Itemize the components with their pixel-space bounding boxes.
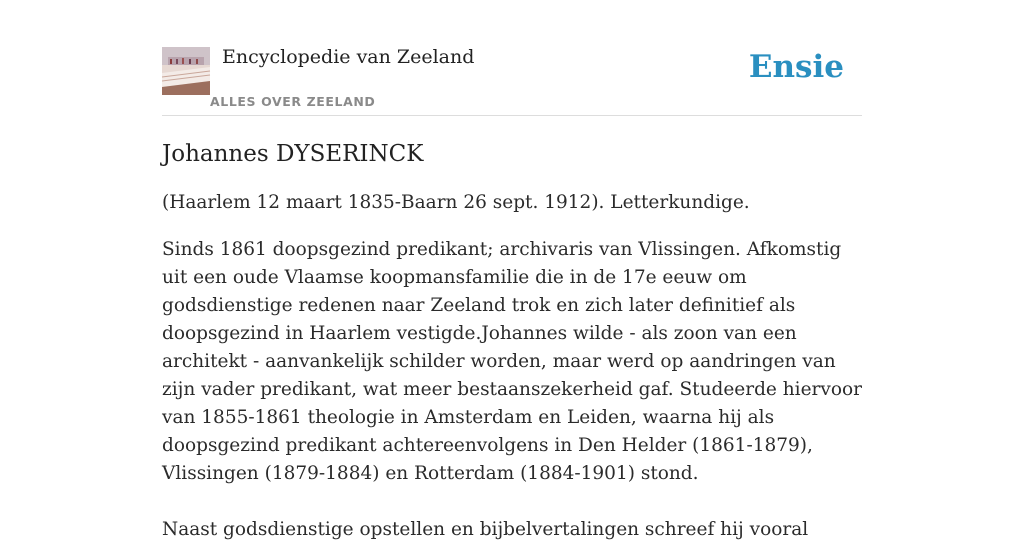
site-header bbox=[162, 44, 862, 116]
site-tagline: ALLES OVER ZEELAND bbox=[210, 94, 376, 109]
article-paragraph: Sinds 1861 doopsgezind predikant; archivaris van Vlissingen. Afkomstig uit een oude Vlaamse koopmansfamilie die in de 17e eeuw om godsdienstige redenen naar Zeeland trok en zich later definitief als doopsgezind in Haarlem vestigde.Johannes wilde - als zoon van een architekt - aanvankelijk schilder worden, maar werd op aandringen van zijn vader predikant, wat meer bestaanszekerheid gaf. Studeerde hiervoor van 1855-1861 theologie in Amsterdam en Leiden, waarna hij als doopsgezind predikant achtereenvolgens in Den Helder (1861-1879), Vlissingen (1879-1884) en Rotterdam (1884-1901) stond. bbox=[162, 239, 862, 484]
article-paragraph: Naast godsdienstige opstellen en bijbelvertalingen schreef hij vooral bbox=[162, 519, 809, 540]
article-title: Johannes DYSERINCK bbox=[162, 141, 424, 167]
brand-logo[interactable]: Ensie bbox=[748, 49, 844, 85]
article-intro: (Haarlem 12 maart 1835-Baarn 26 sept. 1912). Letterkundige. bbox=[162, 192, 750, 213]
article bbox=[162, 138, 867, 544]
site-title[interactable]: Encyclopedie van Zeeland bbox=[222, 46, 475, 68]
book-photo-avatar-icon[interactable] bbox=[162, 47, 210, 95]
